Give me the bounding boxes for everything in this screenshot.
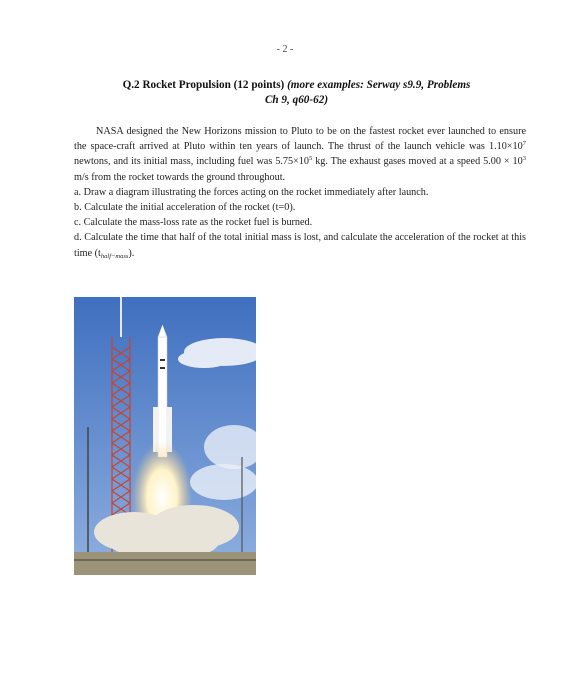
ground bbox=[74, 552, 256, 575]
question-body bbox=[74, 124, 526, 261]
rocket-launch-photo bbox=[74, 297, 256, 575]
fence bbox=[74, 559, 256, 561]
page-number: - 2 - bbox=[276, 44, 294, 55]
item-d: d. Calculate the time that half of the total initial mass is lost, and calculate the acceleration of the rocket at this time $(t_{half-mass})$. bbox=[74, 232, 526, 260]
question-title: Q.2 Rocket Propulsion (12 points) bbox=[122, 79, 285, 91]
item-c: c. Calculate the mass-loss rate as the rocket fuel is burned. bbox=[74, 217, 313, 229]
chapter-reference: Ch 9, q60-62) bbox=[264, 94, 329, 106]
more-examples: (more examples: Serway s9.9, Problems bbox=[287, 79, 471, 91]
thrust-exponent: 7 bbox=[522, 140, 526, 148]
rocket-launch-illustration bbox=[74, 297, 256, 575]
intro-paragraph: NASA designed the New Horizons mission to Pluto to be on the fastest rocket ever launched to ensure the space-craft arrived at Pluto within ten years of launch. The thrust of the launch vehicle was $1.10\times 10^7$ newtons, and its initial mass, including fuel was $5.75\times 10^5$ kg. The exhaust gases moved at a speed $5.00 \times 10^3$ m/s from the rocket towards the ground throughout. bbox=[74, 126, 526, 183]
speed-exponent: 3 bbox=[522, 155, 526, 163]
question-heading bbox=[74, 78, 519, 108]
item-b: b. Calculate the initial acceleration of the rocket (t=0). bbox=[74, 202, 296, 214]
half-mass-subscript: half−mass bbox=[100, 252, 129, 260]
mass-exponent: 5 bbox=[309, 155, 313, 163]
item-a: a. Draw a diagram illustrating the forces acting on the rocket immediately after launch. bbox=[74, 186, 429, 198]
